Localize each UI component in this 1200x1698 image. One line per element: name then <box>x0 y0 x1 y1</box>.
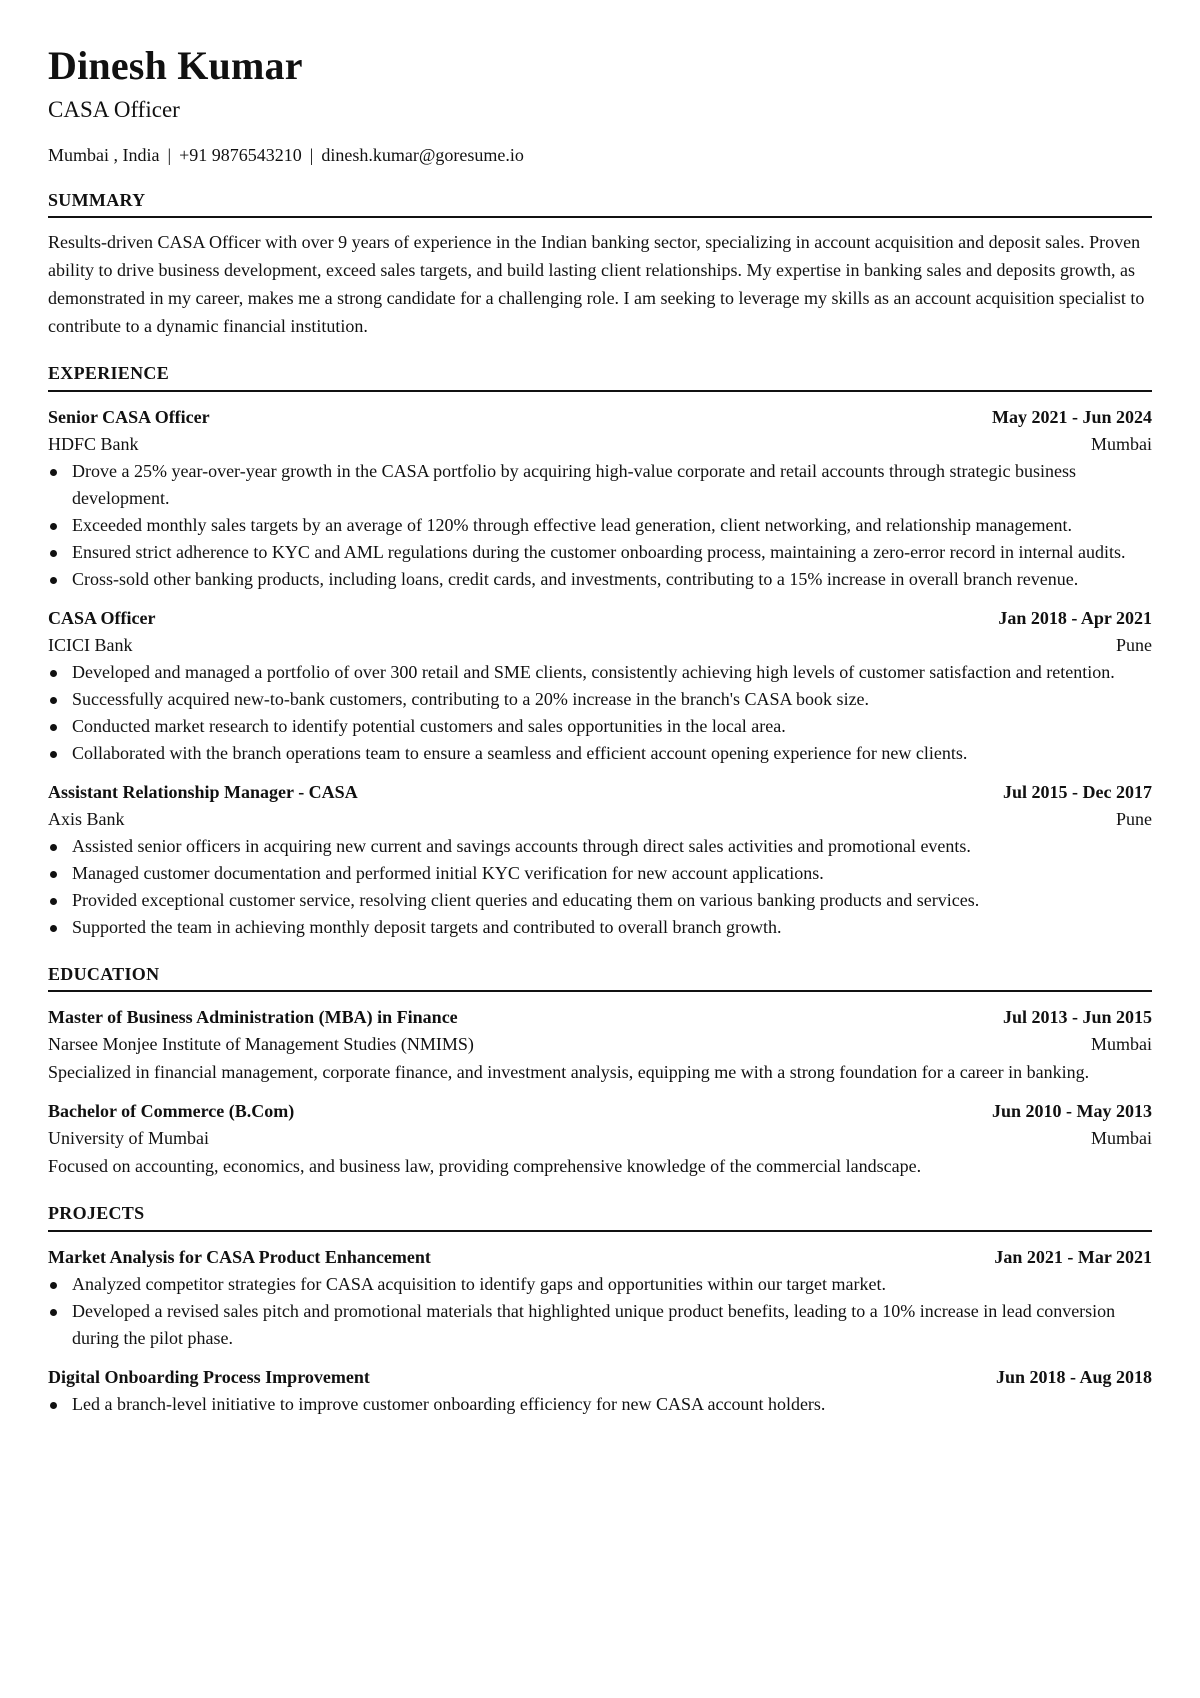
school-location: Mumbai <box>1091 1034 1152 1055</box>
job-role: CASA Officer <box>48 607 156 628</box>
entry-subheader-row <box>48 1031 1152 1058</box>
experience-entry <box>48 404 1152 593</box>
entry-header-row <box>48 1098 1152 1125</box>
bullet-item: Led a branch-level initiative to improve customer onboarding efficiency for new CASA account holders. <box>72 1391 1152 1418</box>
bullet-item: Cross-sold other banking products, including loans, credit cards, and investments, contributing to a 15% increase in overall branch revenue. <box>72 566 1152 593</box>
education-dates: Jun 2010 - May 2013 <box>991 1101 1152 1122</box>
education-section <box>48 963 1152 1180</box>
education-dates: Jul 2013 - Jun 2015 <box>1002 1007 1152 1028</box>
entry-header-row <box>48 1004 1152 1031</box>
summary-text: Results-driven CASA Officer with over 9 years of experience in the Indian banking sector, specializing in account acquisition and deposit sales. Proven ability to drive business development, exceed sales targets, and build lasting client relationships. My expertise in banking sales and deposits growth, as demonstrated in my career, makes me a strong candidate for a challenging role. I am seeking to leverage my skills as an account acquisition specialist to contribute to a dynamic financial institution. <box>48 232 1145 337</box>
contact-separator: | <box>167 144 172 165</box>
resume-header <box>48 44 1152 167</box>
job-bullets <box>48 458 1152 593</box>
project-name: Market Analysis for CASA Product Enhancement <box>48 1246 431 1267</box>
job-company: ICICI Bank <box>48 634 133 655</box>
job-bullets <box>48 659 1152 767</box>
bullet-item: Analyzed competitor strategies for CASA acquisition to identify gaps and opportunities within our target market. <box>72 1271 1152 1298</box>
project-name: Digital Onboarding Process Improvement <box>48 1366 370 1387</box>
job-company: Axis Bank <box>48 808 125 829</box>
summary-section <box>48 189 1152 340</box>
section-heading: EDUCATION <box>48 963 1152 992</box>
bullet-item: Developed a revised sales pitch and promotional materials that highlighted unique product benefits, leading to a 10% increase in lead conversion during the pilot phase. <box>72 1298 1152 1352</box>
bullet-item: Developed and managed a portfolio of over 300 retail and SME clients, consistently achieving high levels of customer satisfaction and retention. <box>72 659 1152 686</box>
entry-header-row <box>48 1244 1152 1271</box>
project-dates: Jan 2021 - Mar 2021 <box>994 1246 1152 1267</box>
job-dates: May 2021 - Jun 2024 <box>991 406 1152 427</box>
education-entry <box>48 1098 1152 1180</box>
school-name: Narsee Monjee Institute of Management Studies (NMIMS) <box>48 1034 474 1055</box>
school-location: Mumbai <box>1091 1128 1152 1149</box>
candidate-name: Dinesh Kumar <box>48 43 303 88</box>
entry-subheader-row <box>48 806 1152 833</box>
entry-subheader-row <box>48 1125 1152 1152</box>
entry-header-row <box>48 404 1152 431</box>
bullet-item: Managed customer documentation and performed initial KYC verification for new account applications. <box>72 860 1152 887</box>
degree-name: Master of Business Administration (MBA) in Finance <box>48 1007 458 1028</box>
job-role: Assistant Relationship Manager - CASA <box>48 781 358 802</box>
job-bullets <box>48 833 1152 941</box>
bullet-item: Supported the team in achieving monthly deposit targets and contributed to overall branch growth. <box>72 914 1152 941</box>
job-company: HDFC Bank <box>48 433 139 454</box>
bullet-item: Provided exceptional customer service, resolving client queries and educating them on various banking products and services. <box>72 887 1152 914</box>
section-heading: SUMMARY <box>48 189 1152 218</box>
degree-name: Bachelor of Commerce (B.Com) <box>48 1101 295 1122</box>
experience-entry <box>48 779 1152 941</box>
school-name: University of Mumbai <box>48 1128 209 1149</box>
entry-subheader-row <box>48 431 1152 458</box>
job-dates: Jul 2015 - Dec 2017 <box>1003 781 1152 802</box>
education-description: Focused on accounting, economics, and business law, providing comprehensive knowledge of the commercial landscape. <box>48 1156 922 1177</box>
bullet-item: Exceeded monthly sales targets by an average of 120% through effective lead generation, client networking, and relationship management. <box>72 512 1152 539</box>
contact-line <box>48 144 1152 167</box>
bullet-item: Collaborated with the branch operations team to ensure a seamless and efficient account opening experience for new clients. <box>72 740 1152 767</box>
project-bullets <box>48 1391 1152 1418</box>
section-heading: PROJECTS <box>48 1202 1152 1231</box>
job-dates: Jan 2018 - Apr 2021 <box>998 607 1152 628</box>
bullet-item: Successfully acquired new-to-bank customers, contributing to a 20% increase in the branch's CASA book size. <box>72 686 1152 713</box>
bullet-item: Drove a 25% year-over-year growth in the CASA portfolio by acquiring high-value corporate and retail accounts through strategic business development. <box>72 458 1152 512</box>
contact-location: Mumbai , India <box>48 144 160 165</box>
contact-email[interactable]: dinesh.kumar@goresume.io <box>321 144 524 165</box>
bullet-item: Ensured strict adherence to KYC and AML regulations during the customer onboarding process, maintaining a zero-error record in internal audits. <box>72 539 1152 566</box>
bullet-item: Conducted market research to identify potential customers and sales opportunities in the local area. <box>72 713 1152 740</box>
job-location: Pune <box>1116 634 1152 655</box>
entry-header-row <box>48 779 1152 806</box>
project-bullets <box>48 1271 1152 1352</box>
entry-header-row <box>48 1364 1152 1391</box>
contact-separator: | <box>309 144 314 165</box>
bullet-item: Assisted senior officers in acquiring new current and savings accounts through direct sales activities and promotional events. <box>72 833 1152 860</box>
projects-section <box>48 1202 1152 1417</box>
job-role: Senior CASA Officer <box>48 406 210 427</box>
education-entry <box>48 1004 1152 1086</box>
project-dates: Jun 2018 - Aug 2018 <box>995 1366 1152 1387</box>
education-description: Specialized in financial management, corporate finance, and investment analysis, equipping me with a strong foundation for a career in banking. <box>48 1062 1090 1083</box>
project-entry <box>48 1364 1152 1418</box>
experience-entry <box>48 605 1152 767</box>
job-location: Mumbai <box>1091 433 1152 454</box>
section-heading: EXPERIENCE <box>48 362 1152 391</box>
entry-subheader-row <box>48 632 1152 659</box>
job-location: Pune <box>1116 808 1152 829</box>
project-entry <box>48 1244 1152 1352</box>
contact-phone[interactable]: +91 9876543210 <box>179 144 302 165</box>
candidate-title: CASA Officer <box>48 97 180 122</box>
experience-section <box>48 362 1152 940</box>
entry-header-row <box>48 605 1152 632</box>
